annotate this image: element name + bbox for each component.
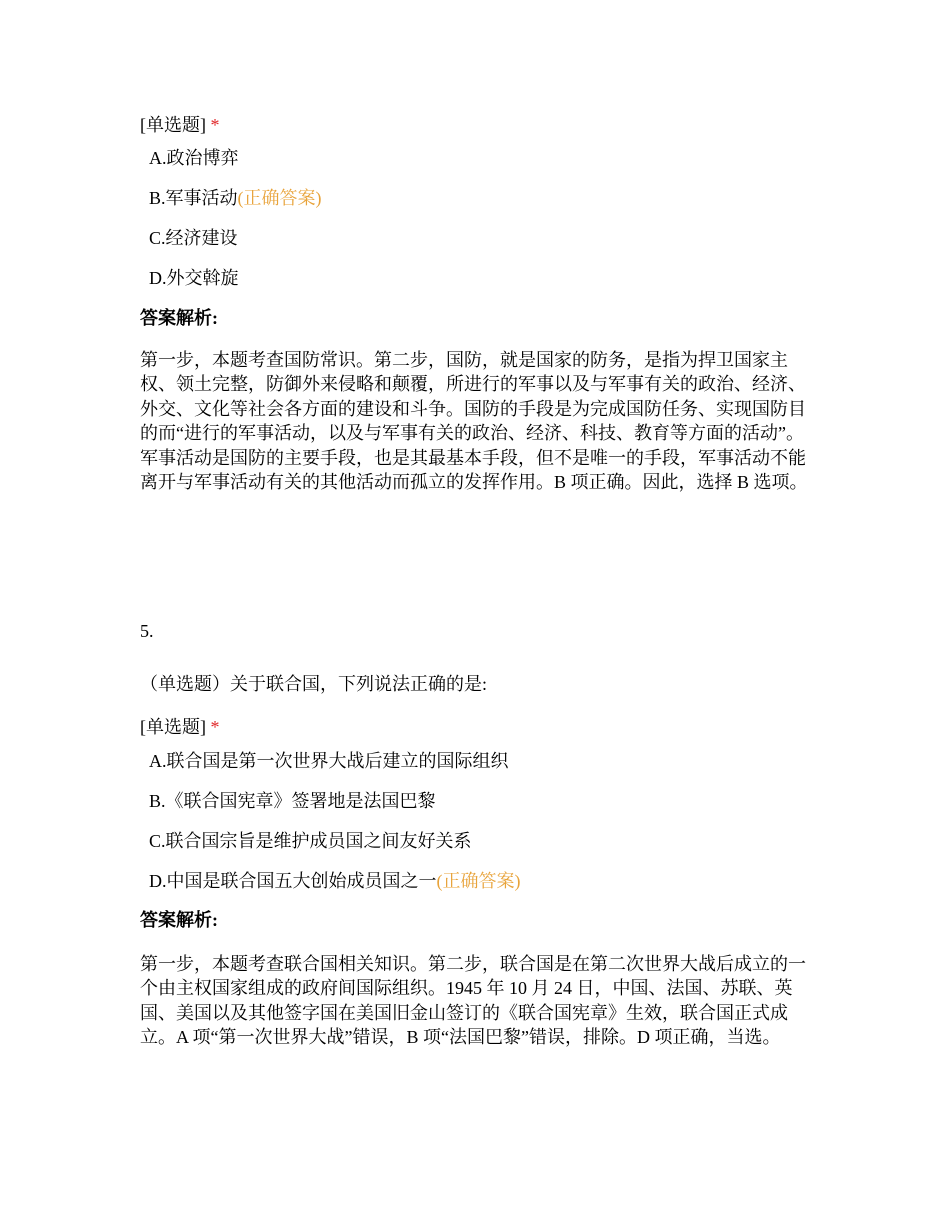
q5-option-a: A.联合国是第一次世界大战后建立的国际组织 (149, 751, 509, 771)
q5-analysis-text: 第一步，本题考查联合国相关知识。第二步，联合国是在第二次世界大战后成立的一个由主权国家组成的政府间国际组织。1945 年 10 月 24 日，中国、法国、苏联、英国、美国以及其他签字国在美国旧金山签订的《联合国宪章》生效，联合国正式成立。A 项“第一次世界大战”错误，B 项“法国巴黎”错误，排除。D 项正确，当选。 (140, 954, 806, 1048)
q5-option-b: B.《联合国宪章》签署地是法国巴黎 (149, 791, 436, 811)
q5-option-d: D.中国是联合国五大创始成员国之一(正确答案) (149, 871, 521, 891)
q5-type-label: [单选题] * (140, 717, 220, 737)
q4-option-c: C.经济建设 (149, 228, 238, 248)
q4-option-a: A.政治博弈 (149, 148, 239, 168)
correct-answer-tag: (正确答案) (237, 188, 322, 208)
q5-prompt: （单选题）关于联合国，下列说法正确的是: (140, 674, 487, 694)
required-marker: * (210, 717, 220, 737)
q4-analysis-text: 第一步，本题考查国防常识。第二步，国防，就是国家的防务，是指为捍卫国家主权、领土完整，防御外来侵略和颠覆，所进行的军事以及与军事有关的政治、经济、外交、文化等社会各方面的建设和斗争。国防的手段是为完成国防任务、实现国防目的而“进行的军事活动，以及与军事有关的政治、经济、科技、教育等方面的活动”。军事活动是国防的主要手段，也是其最基本手段，但不是唯一的手段，军事活动不能离开与军事活动有关的其他活动而孤立的发挥作用。B 项正确。因此，选择 B 选项。 (140, 350, 808, 493)
q4-type-label: [单选题] * (140, 115, 220, 135)
q5-option-c: C.联合国宗旨是维护成员国之间友好关系 (149, 831, 472, 851)
q5-analysis-heading: 答案解析: (140, 910, 218, 930)
required-marker: * (210, 115, 220, 135)
q4-analysis-heading: 答案解析: (140, 308, 218, 328)
q4-option-d: D.外交斡旋 (149, 268, 239, 288)
q5-number: 5. (140, 621, 154, 641)
correct-answer-tag: (正确答案) (436, 871, 521, 891)
q4-option-b: B.军事活动(正确答案) (149, 188, 322, 208)
